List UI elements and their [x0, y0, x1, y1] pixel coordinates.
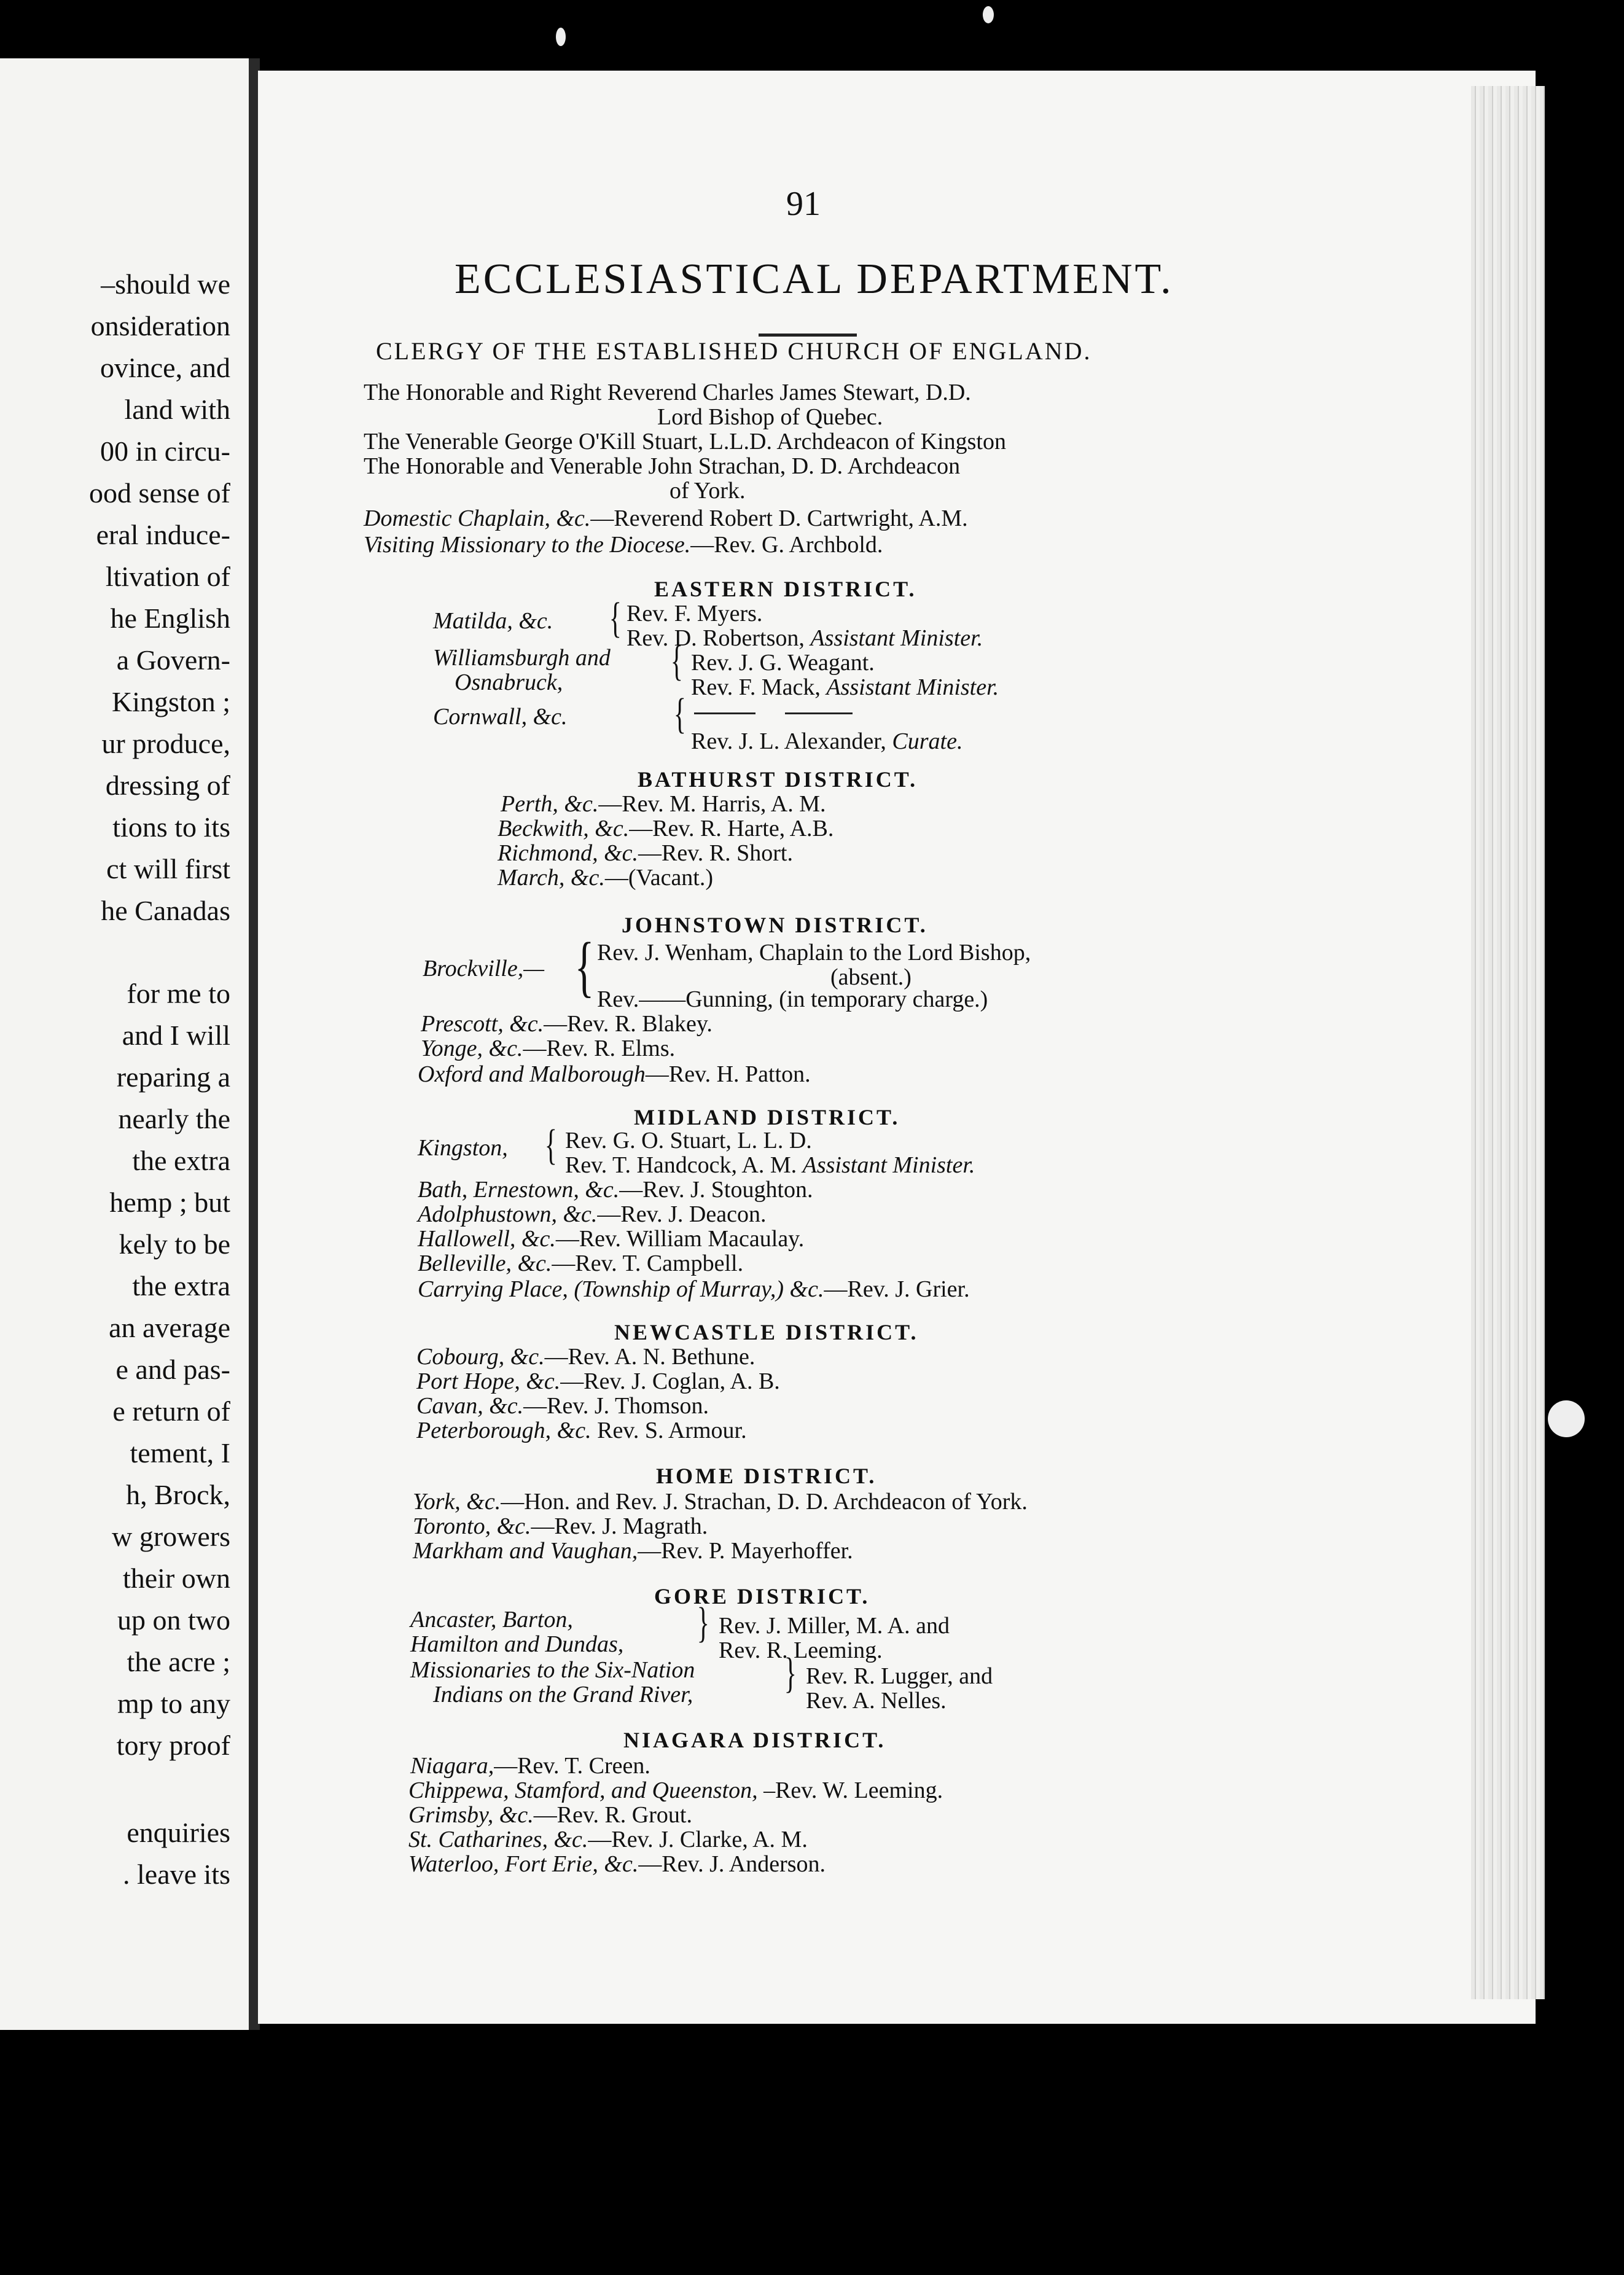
left-line: e and pas-: [115, 1354, 230, 1385]
parish-name: Matilda, &c.: [433, 608, 553, 634]
blank-rule: [785, 712, 853, 714]
intro-line: [364, 533, 883, 556]
clergy-name: –Rev. W. Leeming.: [757, 1777, 943, 1803]
parish-name: Niagara,: [410, 1753, 494, 1779]
clergy-entry: Rev. A. Nelles.: [806, 1688, 947, 1714]
left-line: tory proof: [116, 1730, 230, 1761]
intro-line: of York.: [670, 478, 746, 504]
left-line: tions to its: [112, 811, 230, 843]
clergy-entry: Rev. J. G. Weagant.: [691, 650, 875, 676]
left-line: 00 in circu-: [100, 435, 230, 467]
page-title: ECCLESIASTICAL DEPARTMENT.: [455, 256, 1174, 303]
district-heading: EASTERN DISTRICT.: [654, 577, 917, 601]
left-line: nearly the: [118, 1103, 230, 1134]
left-line: for me to: [127, 978, 230, 1009]
left-line: he Canadas: [101, 895, 230, 926]
left-line: onsideration: [90, 310, 230, 341]
parish-name: Perth, &c.: [501, 791, 599, 817]
clergy-entry: [418, 1178, 813, 1201]
clergy-entry: [413, 1539, 853, 1563]
clergy-entry: [418, 1252, 743, 1275]
clergy-name: —Rev. T. Creen.: [494, 1753, 650, 1779]
parish-name: Richmond, &c.: [498, 840, 639, 866]
left-line: kely to be: [119, 1228, 230, 1260]
brace: {: [673, 690, 686, 738]
clergy-name: —Rev. A. N. Bethune.: [544, 1344, 755, 1370]
parish-name: York, &c.: [413, 1489, 501, 1515]
parish-name: Osnabruck,: [455, 669, 563, 695]
clergy-name: —Rev. J. Coglan, A. B.: [560, 1368, 780, 1394]
left-line: –should we: [101, 268, 230, 300]
clergy-entry: [691, 676, 999, 699]
clergy-name: —Rev. William Macaulay.: [555, 1226, 805, 1252]
clergy-name: Rev. S. Armour.: [591, 1418, 747, 1443]
parish-name: March, &c.: [498, 865, 605, 891]
district-heading: MIDLAND DISTRICT.: [634, 1105, 900, 1130]
blank-rule: [694, 712, 755, 714]
brace: {: [574, 929, 595, 1004]
clergy-name: —Rev. P. Mayerhoffer.: [638, 1538, 853, 1564]
clergy-name: Rev. T. Handcock, A. M.: [565, 1152, 797, 1178]
parish-name: Prescott, &c.: [421, 1011, 544, 1037]
clergy-name: —Rev. M. Harris, A. M.: [598, 791, 826, 817]
page-edges: [1471, 86, 1545, 1999]
left-line: ovince, and: [100, 352, 230, 383]
clergy-entry: (absent.): [830, 964, 912, 990]
parish-name: Cobourg, &c.: [416, 1344, 545, 1370]
left-line: ltivation of: [105, 561, 230, 592]
clergy-role: Curate.: [892, 728, 963, 754]
clergy-entry: [418, 1278, 970, 1301]
intro-line: The Honorable and Venerable John Strachan, D. D. Archdeacon: [364, 453, 961, 479]
brace: }: [697, 1599, 709, 1647]
clergy-name: —(Vacant.): [604, 865, 714, 891]
intro-line: Lord Bishop of Quebec.: [657, 404, 883, 430]
clergy-entry: Rev. F. Myers.: [627, 601, 763, 626]
clergy-name: Rev. D. Robertson,: [627, 625, 805, 651]
scan-speck: [983, 6, 994, 23]
clergy-name: —Rev. J. Deacon.: [597, 1201, 767, 1227]
left-line: tement, I: [130, 1437, 230, 1469]
parish-name: Carrying Place, (Township of Murray,) &c.: [418, 1276, 824, 1302]
clergy-entry: [418, 1063, 811, 1086]
clergy-entry: Rev. J. Miller, M. A. and: [719, 1613, 950, 1639]
parish-name: Bath, Ernestown, &c.: [418, 1177, 620, 1203]
clergy-entry: [410, 1754, 650, 1777]
district-heading: NEWCASTLE DISTRICT.: [614, 1320, 919, 1344]
section-subtitle: CLERGY OF THE ESTABLISHED CHURCH OF ENGLAND.: [376, 337, 1092, 365]
parish-name: Beckwith, &c.: [498, 816, 630, 841]
left-line: ur produce,: [101, 728, 230, 759]
clergy-entry: [416, 1419, 747, 1442]
clergy-entry: [498, 817, 833, 840]
clergy-entry: [418, 1227, 804, 1251]
intro-line: The Honorable and Right Reverend Charles James Stewart, D.D.: [364, 380, 971, 405]
clergy-entry: [421, 1012, 712, 1036]
parish-name: Indians on the Grand River,: [433, 1682, 693, 1707]
left-line: a Govern-: [116, 644, 230, 676]
left-line: ood sense of: [89, 477, 230, 509]
left-line: ct will first: [106, 853, 230, 884]
brace: {: [544, 1122, 557, 1169]
parish-name: Peterborough, &c.: [416, 1418, 591, 1443]
left-line: their own: [122, 1563, 230, 1594]
left-line: the extra: [132, 1145, 230, 1176]
clergy-name: —Rev. J. Grier.: [824, 1276, 970, 1302]
left-line: an average: [109, 1312, 230, 1343]
parish-name: Cornwall, &c.: [433, 704, 568, 730]
page-number: 91: [786, 185, 821, 223]
left-line: Kingston ;: [112, 686, 230, 717]
clergy-name: —Rev. R. Harte, A.B.: [629, 816, 834, 841]
left-line: land with: [124, 394, 230, 425]
parish-name: Yonge, &c.: [421, 1036, 523, 1061]
clergy-name: —Rev. T. Campbell.: [552, 1251, 744, 1276]
scan-speck: [1548, 1400, 1585, 1437]
clergy-entry: [418, 1203, 766, 1226]
clergy-entry: [408, 1779, 943, 1802]
left-line: enquiries: [127, 1817, 230, 1848]
parish-name: Hallowell, &c.: [418, 1226, 556, 1252]
clergy-name: —Rev. R. Elms.: [523, 1036, 676, 1061]
parish-name: Chippewa, Stamford, and Queenston,: [408, 1777, 758, 1803]
left-line: hemp ; but: [109, 1187, 230, 1218]
district-heading: BATHURST DISTRICT.: [638, 767, 918, 792]
clergy-name: Rev. F. Mack,: [691, 674, 821, 700]
district-heading: JOHNSTOWN DISTRICT.: [622, 913, 928, 937]
intro-label: Visiting Missionary to the Diocese.: [364, 532, 691, 558]
left-line: he English: [110, 603, 230, 634]
clergy-role: Assistant Minister.: [802, 1152, 975, 1178]
left-line: and I will: [122, 1020, 230, 1051]
clergy-entry: [565, 1153, 975, 1177]
district-heading: NIAGARA DISTRICT.: [623, 1728, 886, 1752]
parish-name: Oxford and Malborough: [418, 1061, 646, 1087]
parish-name: Williamsburgh and: [433, 645, 611, 671]
clergy-name: —Rev. R. Grout.: [533, 1802, 692, 1828]
clergy-name: —Rev. R. Blakey.: [544, 1011, 712, 1037]
parish-name: St. Catharines, &c.: [408, 1827, 588, 1852]
clergy-entry: [416, 1345, 755, 1368]
clergy-entry: [416, 1394, 709, 1418]
clergy-entry: Rev. J. Wenham, Chaplain to the Lord Bishop,: [597, 940, 1031, 966]
parish-name: Toronto, &c.: [413, 1513, 531, 1539]
brace: {: [609, 595, 622, 642]
clergy-role: Assistant Minister.: [810, 625, 983, 651]
clergy-entry: Rev. R. Leeming.: [719, 1637, 883, 1663]
clergy-name: —Rev. R. Short.: [638, 840, 793, 866]
clergy-entry: [416, 1370, 780, 1393]
left-line: dressing of: [105, 770, 230, 801]
left-line: . leave its: [123, 1859, 230, 1890]
parish-name: Brockville,—: [423, 956, 545, 981]
left-line: mp to any: [117, 1688, 230, 1719]
clergy-entry: Rev. G. O. Stuart, L. L. D.: [565, 1128, 812, 1153]
clergy-name: —Hon. and Rev. J. Strachan, D. D. Archdeacon of York.: [501, 1489, 1028, 1515]
intro-value: —Reverend Robert D. Cartwright, A.M.: [590, 505, 968, 531]
clergy-name: —Rev. H. Patton.: [645, 1061, 811, 1087]
left-line: w growers: [112, 1521, 230, 1552]
parish-name: Kingston,: [418, 1135, 508, 1161]
parish-name: Ancaster, Barton,: [410, 1607, 573, 1633]
clergy-entry: [691, 730, 962, 753]
parish-name: Missionaries to the Six-Nation: [410, 1657, 695, 1683]
clergy-name: —Rev. J. Clarke, A. M.: [588, 1827, 808, 1852]
left-line: eral induce-: [96, 519, 230, 550]
parish-name: Waterloo, Fort Erie, &c.: [408, 1851, 639, 1877]
parish-name: Cavan, &c.: [416, 1393, 524, 1419]
clergy-entry: [408, 1852, 826, 1876]
left-line: reparing a: [116, 1061, 230, 1093]
parish-name: Markham and Vaughan,: [413, 1538, 638, 1564]
clergy-role: Assistant Minister.: [826, 674, 999, 700]
brace: }: [784, 1650, 797, 1697]
intro-line: The Venerable George O'Kill Stuart, L.L.D. Archdeacon of Kingston: [364, 429, 1006, 455]
intro-label: Domestic Chaplain, &c.: [364, 505, 591, 531]
clergy-entry: [498, 841, 793, 865]
clergy-name: —Rev. J. Stoughton.: [619, 1177, 813, 1203]
intro-value: —Rev. G. Archbold.: [690, 532, 883, 558]
clergy-entry: [413, 1490, 1028, 1513]
parish-name: Port Hope, &c.: [416, 1368, 561, 1394]
intro-line: [364, 507, 968, 530]
clergy-entry: [498, 866, 713, 889]
left-line: h, Brock,: [126, 1479, 230, 1510]
clergy-name: —Rev. J. Anderson.: [638, 1851, 826, 1877]
left-page: [0, 58, 249, 2030]
left-line: up on two: [117, 1604, 230, 1636]
clergy-entry: [421, 1037, 675, 1060]
clergy-entry: [413, 1515, 708, 1538]
left-line: e return of: [112, 1395, 230, 1427]
clergy-name: Rev. J. L. Alexander,: [691, 728, 886, 754]
scan-speck: [556, 28, 566, 46]
left-line: the acre ;: [127, 1646, 230, 1677]
parish-name: Grimsby, &c.: [408, 1802, 534, 1828]
parish-name: Belleville, &c.: [418, 1251, 552, 1276]
parish-name: Hamilton and Dundas,: [410, 1631, 624, 1657]
clergy-name: —Rev. J. Magrath.: [531, 1513, 708, 1539]
clergy-entry: Rev. R. Lugger, and: [806, 1663, 993, 1689]
clergy-entry: [408, 1803, 692, 1827]
district-heading: HOME DISTRICT.: [656, 1464, 877, 1488]
parish-name: Adolphustown, &c.: [418, 1201, 598, 1227]
clergy-entry: [501, 792, 826, 816]
clergy-entry: Rev.——Gunning, (in temporary charge.): [597, 986, 988, 1012]
district-heading: GORE DISTRICT.: [654, 1584, 870, 1609]
clergy-entry: [408, 1828, 808, 1851]
clergy-name: —Rev. J. Thomson.: [523, 1393, 709, 1419]
left-line: the extra: [132, 1270, 230, 1301]
brace: {: [670, 638, 683, 685]
